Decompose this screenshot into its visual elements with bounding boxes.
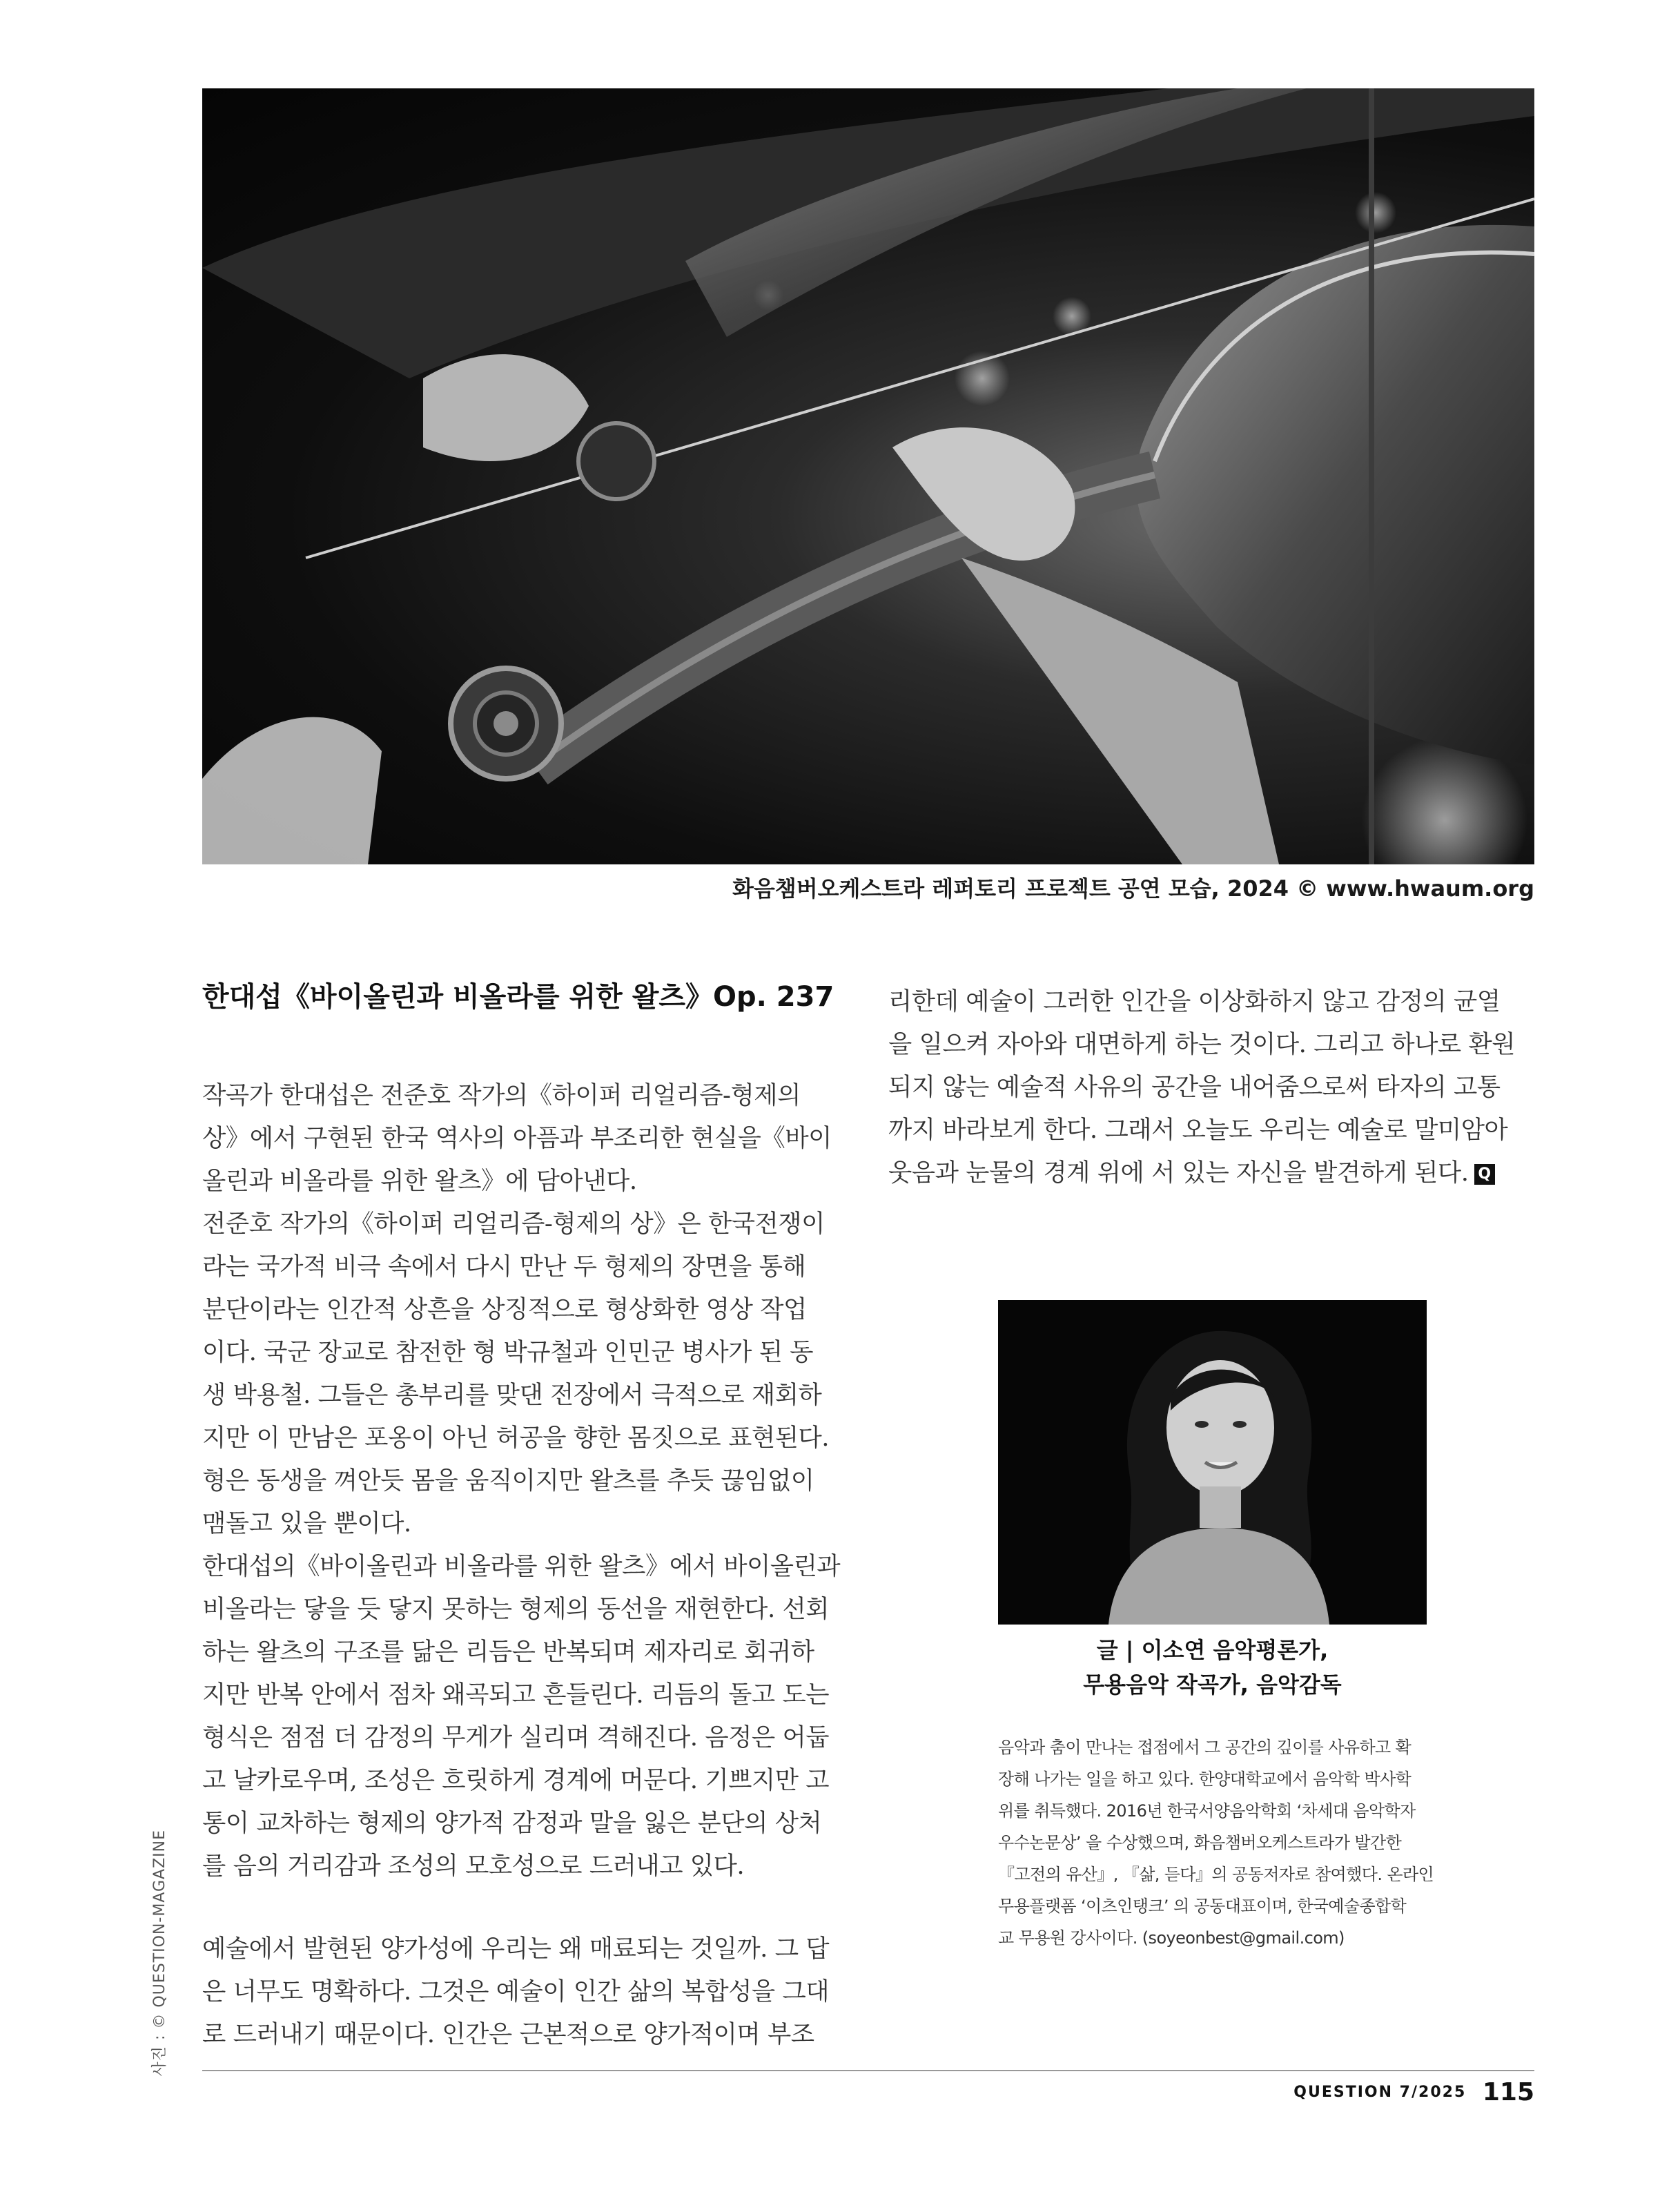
portrait-illustration — [998, 1300, 1427, 1625]
magazine-issue: QUESTION 7/2025 — [1293, 2084, 1467, 2101]
author-portrait — [998, 1300, 1427, 1625]
article-paragraph-2: 전준호 작가의《하이퍼 리얼리즘-형제의 상》은 한국전쟁이 라는 국가적 비극 속에서 다시 만난 두 형제의 장면을 통해 분단이라는 인간적 상흔을 상징적으로 형상화한 영상 작업 이다. 국군 장교로 참전한 형 박규철과 인민군 병사가 된 동 생 박용철. 그들은 총부리를 맞댄 전장에서 극적으로 재회하 지만 이 만남은 포옹이 아닌 허공을 향한 몸짓으로 표현된다. 형은 동생을 껴안듯 몸을 움직이지만 왈츠를 추듯 끊임없이 맴돌고 있을 뿐이다. — [202, 1210, 830, 1538]
article-left-column — [202, 980, 844, 2056]
end-mark-icon: Q — [1474, 1164, 1495, 1185]
author-name: 글 | 이소연 음악평론가, 무용음악 작곡가, 음악감독 — [1083, 1637, 1342, 1698]
violin-photo-illustration — [202, 88, 1534, 864]
photo-caption: 화음챔버오케스트라 레퍼토리 프로젝트 공연 모습, 2024 © www.hwaum.org — [732, 875, 1534, 902]
hero-photo — [202, 88, 1534, 864]
page-footer — [1293, 2078, 1534, 2106]
article-paragraph-5-text: 리한데 예술이 그러한 인간을 이상화하지 않고 감정의 균열 을 일으켜 자아와 대면하게 하는 것이다. 그리고 하나로 환원 되지 않는 예술적 사유의 공간을 내어줌으로써 타자의 고통 까지 바라보게 한다. 그래서 오늘도 우리는 예술로 말미암아 웃음과 눈물의 경계 위에 서 있는 자신을 발견하게 된다. — [888, 987, 1516, 1187]
article-paragraph-3: 한대섭의《바이올린과 비올라를 위한 왈츠》에서 바이올린과 비올라는 닿을 듯 닿지 못하는 형제의 동선을 재현한다. 선회 하는 왈츠의 구조를 닮은 리듬은 반복되며 제자리로 회귀하 지만 반복 안에서 점차 왜곡되고 흔들린다. 리듬의 돌고 도는 형식은 점점 더 감정의 무게가 실리며 격해진다. 음정은 어둡 고 날카로우며, 조성은 흐릿하게 경계에 머문다. 기쁘지만 고 통이 교차하는 형제의 양가적 감정과 말을 잃은 분단의 상처 를 음의 거리감과 조성의 모호성으로 드러내고 있다. — [202, 1552, 841, 1880]
article-paragraph-1: 작곡가 한대섭은 전준호 작가의《하이퍼 리얼리즘-형제의 상》에서 구현된 한국 역사의 아픔과 부조리한 현실을《바이 올린과 비올라를 위한 왈츠》에 담아낸다. — [202, 1081, 832, 1195]
photo-credit: 사진 : © QUESTION-MAGAZINE — [151, 1830, 168, 2077]
author-bio: 음악과 춤이 만나는 접점에서 그 공간의 깊이를 사유하고 확 장해 나가는 일을 하고 있다. 한양대학교에서 음악학 박사학 위를 취득했다. 2016년 한국서양음악학회 ‘차세대 음악학자 우수논문상’ 을 수상했으며, 화음챔버오케스트라가 발간한 『고전의 유산』, 『삶, 듣다』의 공동저자로 참여했다. 온라인 무용플랫폼 ‘이츠인탱크’ 의 공동대표이며, 한국예술종합학 교 무용원 강사이다. (soyeonbest@gmail.com) — [998, 1738, 1434, 1948]
article-right-column — [888, 980, 1534, 1194]
page-number: 115 — [1482, 2078, 1534, 2106]
article-title: 한대섭《바이올린과 비올라를 위한 왈츠》Op. 237 — [202, 981, 834, 1013]
article-paragraph-4: 예술에서 발현된 양가성에 우리는 왜 매료되는 것일까. 그 답 은 너무도 명확하다. 그것은 예술이 인간 삶의 복합성을 그대 로 드러내기 때문이다. 인간은 근본적으로 양가적이며 부조 — [202, 1935, 830, 2048]
footer-divider — [202, 2070, 1534, 2071]
article-paragraph-5 — [888, 980, 1534, 1194]
